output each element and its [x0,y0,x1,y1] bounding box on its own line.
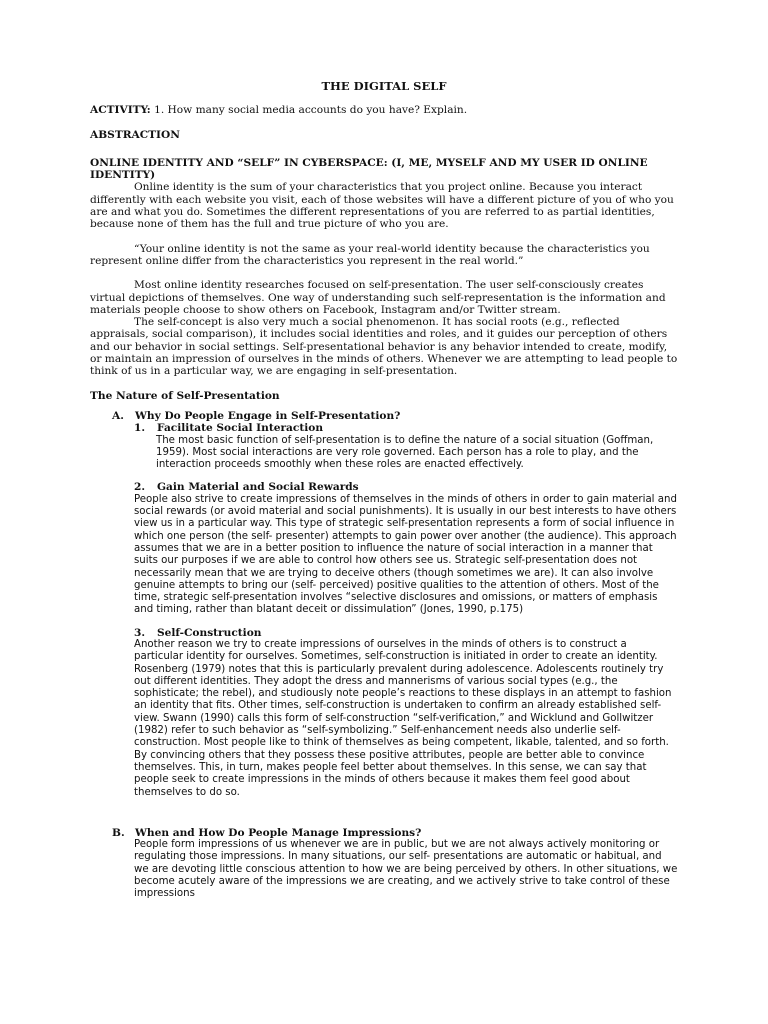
section-b-title: When and How Do People Manage Impressions? [135,826,422,839]
subsection-3 [134,627,678,639]
subsection-3-heading [134,627,678,639]
subsection-2-number: 2. [134,481,146,494]
quote-paragraph: “Your online identity is not the same as your real-world identity because the characteristics you represent online differ from the characteristics you represent in the real world.” [90,242,650,267]
online-identity-heading: ONLINE IDENTITY AND “SELF” IN CYBERSPACE: (I, ME, MYSELF AND MY USER ID ONLINE IDENTITY) [90,156,648,182]
subsection-3-number: 3. [134,626,146,639]
subsection-2-title: Gain Material and Social Rewards [157,481,359,494]
section-b-label: B. [112,826,125,839]
subsection-2 [134,481,678,493]
subsection-1-number: 1. [134,422,146,435]
nature-heading: The Nature of Self-Presentation [90,389,280,402]
section-a-title: Why Do People Engage in Self-Presentation? [135,409,401,422]
subsection-1-body: The most basic function of self-presentation is to define the nature of a social situation (Goffman, 1959). Most social interactions are very role governed. Each person has a role to play, and the interaction proceeds smoothly when these roles are enacted effectively. [156,434,654,471]
activity-label: ACTIVITY: [90,104,151,117]
subsection-1 [134,422,678,434]
section-b-heading [112,827,678,839]
section-a [112,410,678,422]
subsection-3-body: Another reason we try to create impressions of ourselves in the minds of others is to construct a particular identity for ourselves. Sometimes, self-construction is initiated in order to create an identity. Rosenberg (1979) notes that this is particularly prevalent during adolescence. Adolescents routinely try out different identities. They adopt the dress and mannerisms of various social types (e.g., the sophisticate; the rebel), and studiously note people’s reactions to these displays in an attempt to fashion an identity that fits. Other times, self-construction is undertaken to confirm an already established self-view. Swann (1990) calls this form of self-construction “self-verification,” and Wicklund and Gollwitzer (1982) refer to such behavior as “self-symbolizing.” Self-enhancement needs also underlie self-construction. Most people like to think of themselves as being competent, likable, talented, and so forth. By convincing others that they possess these positive attributes, people are better able to convince themselves. This, in turn, makes people feel better about themselves. In this sense, we can say that people seek to create impressions in the minds of others because it makes them feel good about themselves to do so. [134,638,672,798]
paragraph-online-identity: Online identity is the sum of your characteristics that you project online. Because you interact differently with each website you visit, each of those websites will have a different picture of you of who you are and what you do. Sometimes the different representations of you are referred to as partial identities, because none of them has the full and true picture of who you are. [90,181,674,231]
subsection-1-title: Facilitate Social Interaction [157,422,324,435]
section-b-body: People form impressions of us whenever we are in public, but we are not always actively monitoring or regulating those impressions. In many situations, our self- presentations are automatic or habitual, and we are devoting little conscious attention to how we are being perceived by others. In other situations, we become acutely aware of the impressions we are creating, and we actively strive to take control of these impressions [134,839,678,900]
subsection-2-heading [134,481,678,493]
document-title: THE DIGITAL SELF [321,79,447,93]
section-a-label: A. [112,409,124,422]
section-b [112,827,678,839]
abstraction-heading: ABSTRACTION [90,128,180,141]
paragraph-self-presentation: Most online identity researches focused on self-presentation. The user self-consciously creates virtual depictions of themselves. One way of understanding such self-representation is the information and materials people choose to show others on Facebook, Instagram and/or Twitter stream. [90,279,666,316]
activity-line [90,104,678,116]
subsection-2-body: People also strive to create impressions of themselves in the minds of others in order to gain material and social rewards (or avoid material and social punishments). It is usually in our best interests to have others view us in a particular way. This type of strategic self-presentation represents a form of social influence in which one person (the self- presenter) attempts to gain power over another (the audience). This approach assumes that we are in a better position to influence the nature of social interaction in a manner that suits our purposes if we are able to control how others see us. Strategic self-presentation does not necessarily mean that we are trying to deceive others (though sometimes we are). It can also involve genuine attempts to bring our (self- perceived) positive qualities to the attention of others. Most of the time, strategic self-presentation involves “selective disclosures and omissions, or matters of emphasis and timing, rather than blatant deceit or dissimulation” (Jones, 1990, p.175) [134,493,677,616]
paragraph-self-concept: The self-concept is also very much a social phenomenon. It has social roots (e.g., reflected appraisals, social comparison), it includes social identities and roles, and it guides our perception of others and our behavior in social settings. Self-presentational behavior is any behavior intended to create, modify, or maintain an impression of ourselves in the minds of others. Whenever we are attempting to lead people to think of us in a particular way, we are engaging in self-presentation. [90,316,678,378]
activity-text: 1. How many social media accounts do you have? Explain. [150,104,468,117]
subsection-1-heading [134,422,678,434]
subsection-3-title: Self-Construction [157,626,262,639]
section-a-heading [112,410,678,422]
